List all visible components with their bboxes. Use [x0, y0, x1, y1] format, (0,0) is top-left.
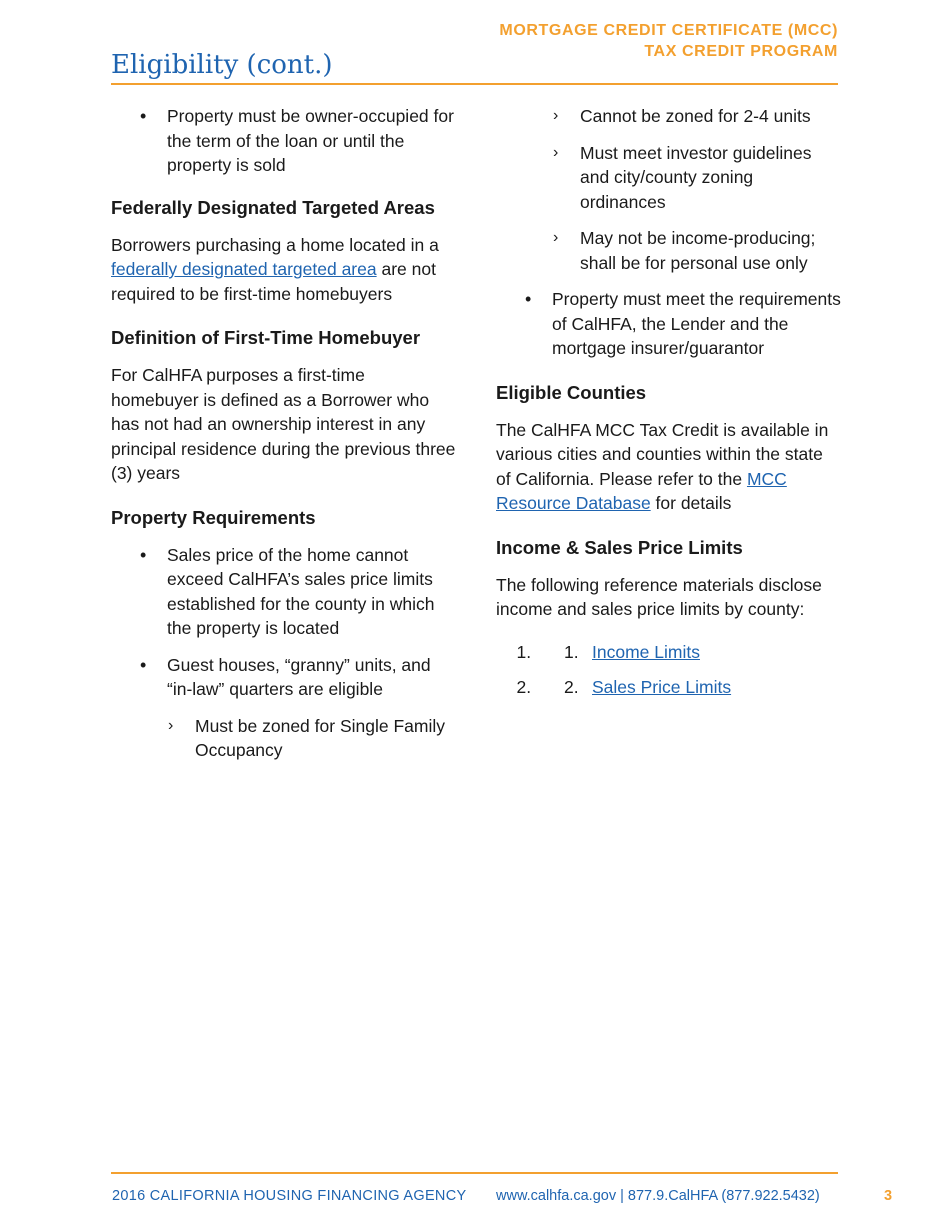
limits-paragraph: The following reference materials disclose income and sales price limits by county: [496, 574, 822, 619]
list-item [496, 287, 841, 361]
page-title: Eligibility (cont.) [111, 50, 333, 80]
counties-paragraph [496, 418, 841, 516]
bullet-icon: • [525, 289, 532, 309]
property-heading: Property Requirements [111, 506, 316, 528]
chevron-right-icon: › [168, 716, 174, 734]
sub-list-item [496, 141, 841, 215]
counties-text-before: The CalHFA MCC Tax Credit is available in various cities and counties within the state of California. Please refer to the [496, 419, 829, 489]
sub-list-item [496, 226, 841, 275]
bullet-icon: • [140, 106, 147, 126]
list-item [536, 675, 841, 700]
sales-price-limits-link[interactable]: Sales Price Limits [592, 677, 732, 697]
list-item [111, 543, 456, 641]
limits-list [496, 640, 841, 700]
fdta-text-before: Borrowers purchasing a home located in a [111, 234, 439, 255]
program-title-line2: TAX CREDIT PROGRAM [644, 43, 838, 60]
guest-houses-text: Guest houses, “granny” units, and “in-law” quarters are eligible [167, 654, 431, 699]
bullet-icon: • [140, 544, 147, 565]
sub-list-item [111, 714, 456, 763]
sales-price-text: Sales price of the home cannot exceed CalHFA’s sales price limits established for the county in which the property is located [167, 544, 435, 638]
footer-divider [111, 1172, 838, 1174]
header-divider [111, 83, 838, 85]
program-title [499, 20, 838, 62]
fth-heading: Definition of First-Time Homebuyer [111, 327, 421, 348]
list-number: 2. 2. [564, 677, 579, 697]
counties-text-after: for details [650, 493, 732, 513]
program-title-line1: MORTGAGE CREDIT CERTIFICATE (MCC) [499, 22, 838, 39]
list-item [111, 653, 456, 702]
property-list [111, 543, 456, 763]
counties-heading: Eligible Counties [496, 381, 647, 403]
footer-agency: 2016 CALIFORNIA HOUSING FINANCING AGENCY [112, 1188, 467, 1204]
owner-occupied-list [111, 104, 456, 178]
list-number: 1. 1. [564, 641, 579, 662]
fdta-heading: Federally Designated Targeted Areas [111, 196, 435, 218]
mcc-database-link[interactable]: MCC Resource Database [496, 468, 787, 513]
income-limits-link[interactable]: Income Limits [592, 641, 700, 662]
chevron-right-icon: › [553, 229, 559, 246]
footer-contact: www.calhfa.ca.gov | 877.9.CalHFA (877.922.5432) [496, 1188, 820, 1204]
fth-paragraph: For CalHFA purposes a first-time homebuyer is defined as a Borrower who has not had an ownership interest in any principal residence during the previous three (3) years [111, 365, 456, 483]
chevron-right-icon: › [553, 107, 559, 124]
fdta-text-after: are not required to be first-time homebuyers [111, 259, 436, 304]
bullet-icon: • [140, 654, 147, 675]
property-list-continued [496, 104, 841, 361]
page-number: 3 [884, 1188, 893, 1204]
property-requirements-text: Property must meet the requirements of CalHFA, the Lender and the mortgage insurer/guarantor [552, 289, 841, 358]
left-column [111, 104, 456, 775]
zoning-single-family-text: Must be zoned for Single Family Occupancy [195, 715, 445, 760]
investor-guidelines-text: Must meet investor guidelines and city/county zoning ordinances [580, 142, 812, 212]
zoning-units-text: Cannot be zoned for 2-4 units [580, 106, 811, 126]
right-column [496, 104, 841, 717]
fdta-link[interactable]: federally designated targeted area [111, 259, 377, 279]
personal-use-text: May not be income-producing; shall be for personal use only [580, 228, 816, 273]
list-item [536, 640, 841, 665]
owner-occupied-text: Property must be owner-occupied for the term of the loan or until the property is sold [167, 106, 454, 175]
list-item [111, 104, 456, 178]
sub-list-item [496, 104, 841, 129]
fdta-paragraph [111, 233, 456, 307]
limits-heading: Income & Sales Price Limits [496, 536, 743, 558]
chevron-right-icon: › [553, 143, 559, 161]
